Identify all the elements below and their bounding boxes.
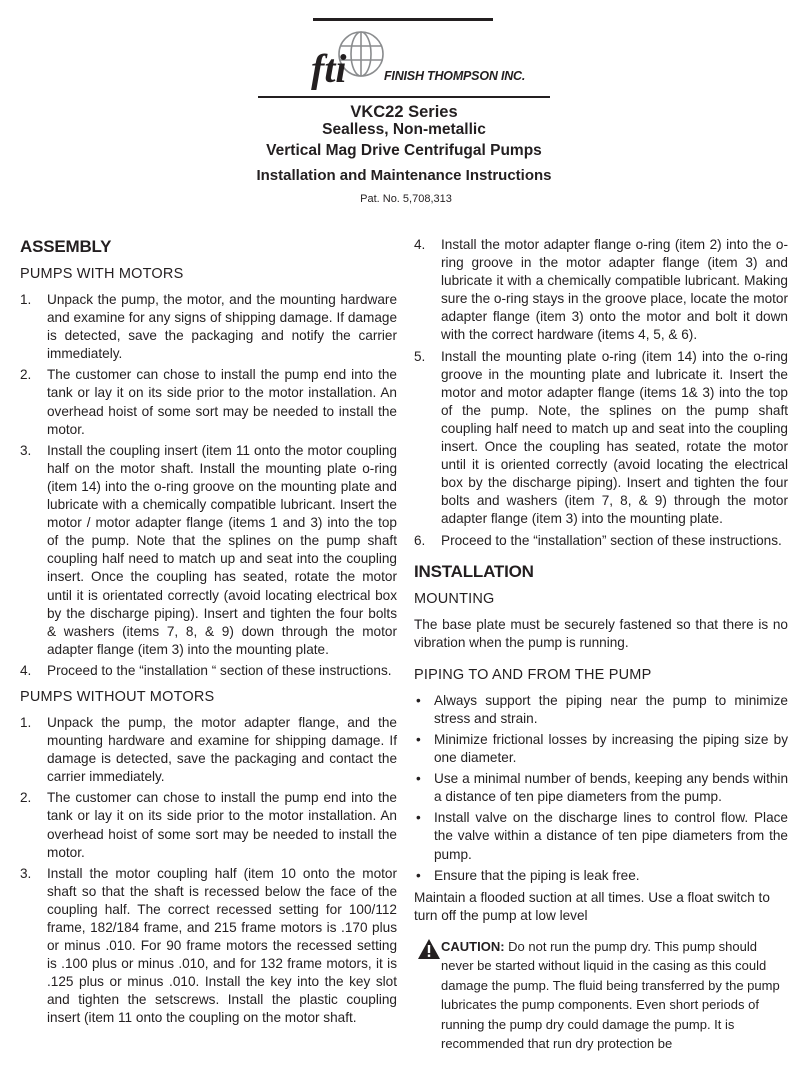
list-item [20,442,397,659]
pumps-without-motors-heading: PUMPS WITHOUT MOTORS [20,688,215,705]
list-item: • Minimize frictional losses by increasing the piping size by one diameter. [416,731,788,766]
step-text: Install the coupling insert (item 11 onto the motor coupling half on the motor shaft. Install the mounting plate o-ring (item 14) into the o-ring groove on the mounting plate and lubricate with a chemically compatible lubricant. Insert the motor / motor adapter flange (items 1 and 3) into the top of the pump. Note that the splines on the pump shaft coupling half need to match up and seat into the coupling insert. Once the coupling has seated, rotate the motor until it is orientated correctly (avoid locating electrical box by the discharge piping). Insert and tighten the four bolts & washers (items 7, 8, & 9) down through the motor adapter flange (item 3) into the mounting plate. [47,442,397,657]
list-item: • Install valve on the discharge lines to control flow. Place the valve within a distance of ten pipe diameters from the pump. [416,810,788,862]
list-item: • Use a minimal number of bends, keeping any bends within a distance of ten pipe diameters from the pump. [416,771,788,805]
step-number: 2. [20,790,32,806]
step-number: 3. [20,865,32,881]
list-item: • Ensure that the piping is leak free. [416,867,640,883]
step-number: 4. [414,237,426,252]
step-text: Unpack the pump, the motor adapter flange, and the mounting hardware and examine for shipping damage. If damage is detected, save the packaging and contact the carrier immediately. [47,714,397,785]
patent-number: Pat. No. 5,708,313 [360,193,452,205]
bullet-text: Always support the piping near the pump to minimize stress and strain. [434,692,788,726]
series-title: VKC22 Series [350,103,458,121]
bullet-text: Install valve on the discharge lines to control flow. Place the valve within a distance of ten pipe diameters from the pump. [434,810,788,862]
top-rule [313,18,493,21]
logo-wordmark: fti [311,46,347,90]
step-text: Install the motor coupling half (item 10 onto the motor shaft so that the shaft is recessed below the face of the coupling half. The correct recessed setting for 100/112 frame, 182/184 frame, and 215 frame motors is .170 plus or minus .010. For 90 frame motors the recessed setting is .100 plus or minus .010, and for 132 frame motors, it is .125 plus or minus .010. Install the key into the key slot and tighten the setscrews. Install the plastic coupling insert (item 11 onto the coupling on the motor shaft. [47,865,397,1026]
assembly-heading: ASSEMBLY [20,237,112,256]
warning-icon [417,938,441,960]
bullet-text: Ensure that the piping is leak free. [434,867,640,883]
header-rule [258,96,550,98]
list-item [20,662,397,680]
step-number: 1. [20,714,32,730]
list-item [414,348,788,529]
step-text: Proceed to the “installation “ section of these instructions. [47,662,392,678]
step-text: Install the motor adapter flange o-ring (item 2) into the o-ring groove in the motor adapter flange (item 3) and lubricate it with a chemically compatible lubricant. Making sure the o-ring stays in the groove place, locate the motor adapter flange (item 3) onto the motor and bolt it down with the correct hardware (items 4, 5, & 6). [441,237,788,343]
step-number: 4. [20,662,32,678]
step-number: 5. [414,348,426,364]
without-motors-steps-part-2 [414,236,788,550]
step-text: Install the mounting plate o-ring (item 14) into the o-ring groove in the mounting plate and lubricate it. Insert the motor and motor adapter flange (items 1& 3) into the top of the pump. Note, the splines on the pump shaft coupling half need to match up and seat into the coupling insert. Once the coupling has seated, rotate the motor until it is oriented correctly (avoid locating the electrical box by the discharge piping). Insert and tighten the four bolts and washers (item 7, 8, & 9) through the motor adapter flange (item 3) into the mounting plate. [441,348,788,527]
caution-label: CAUTION: [441,938,505,954]
caution-block [414,937,788,1054]
step-text: Proceed to the “installation” section of these instructions. [441,532,782,548]
list-item [20,366,397,438]
list-item [414,532,788,550]
mounting-heading: MOUNTING [414,590,495,607]
step-text: The customer can chose to install the pump end into the tank or lay it on its side prior to the motor installation. An overhead hoist of some sort may be needed to install the motor. [47,367,397,437]
list-item: • Always support the piping near the pump to minimize stress and strain. [416,692,788,726]
list-item [20,714,397,786]
subtitle-line-2: Vertical Mag Drive Centrifugal Pumps [266,142,542,159]
company-name: FINISH THOMPSON INC. [384,69,526,83]
bullet-text: Minimize frictional losses by increasing the piping size by one diameter. [434,731,788,766]
step-text: The customer can chose to install the pump end into the tank or lay it on its side prior to the motor installation. An overhead hoist of some sort may be needed to install the motor. [47,790,397,860]
with-motors-steps [20,291,397,680]
caution-text: Do not run the pump dry. This pump should never be started without liquid in the casing as this could damage the pump. The fluid being transferred by the pump lubricates the pump components. Even short periods of running the pump dry could damage the pump. It is recommended that run dry protection be [441,938,780,1052]
flooded-suction-note: Maintain a flooded suction at all times. Use a float switch to turn off the pump at low level [414,889,770,923]
mounting-text: The base plate must be securely fastened so that there is no vibration when the pump is running. [414,616,788,650]
without-motors-steps-part-1 [20,714,397,1028]
step-number: 1. [20,292,32,307]
list-item [414,236,788,345]
piping-heading: PIPING TO AND FROM THE PUMP [414,666,652,683]
list-item [20,291,397,363]
list-item [20,865,397,1028]
installation-heading: INSTALLATION [414,561,534,581]
list-item [20,789,397,861]
left-column [20,236,397,1039]
step-number: 6. [414,532,426,548]
step-text: Unpack the pump, the motor, and the mounting hardware and examine for any signs of shipping damage. If damage is detected, save the packaging and notify the carrier immediately. [47,292,397,362]
step-number: 2. [20,367,32,383]
right-column [414,236,788,1054]
bullet-text: Use a minimal number of bends, keeping any bends within a distance of ten pipe diameters from the pump. [434,771,788,805]
step-number: 3. [20,442,32,458]
pumps-with-motors-heading: PUMPS WITH MOTORS [20,266,184,282]
piping-bullets [414,692,788,885]
document-title: Installation and Maintenance Instructions [256,167,552,184]
subtitle-line-1: Sealless, Non-metallic [322,121,486,138]
fti-logo [305,26,395,90]
